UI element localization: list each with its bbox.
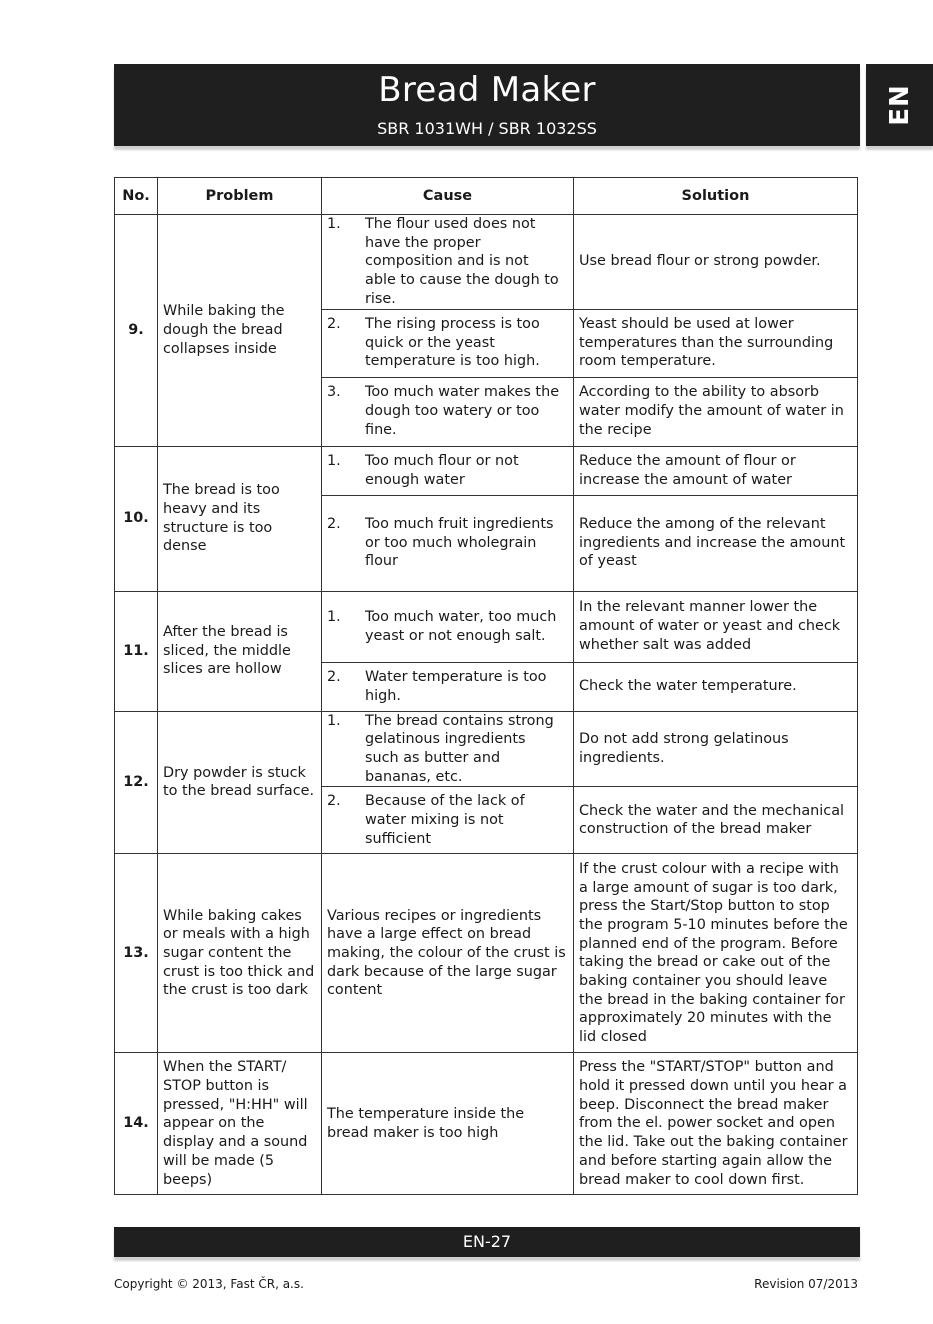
cause-number: 3. <box>327 384 341 401</box>
table-row <box>115 215 858 310</box>
cause-text: The bread contains strong gelatinous ingredients such as butter and bananas, etc. <box>365 712 554 785</box>
problem-cell: After the bread is sliced, the middle slices are hollow <box>158 591 322 711</box>
cause-cell <box>322 309 574 377</box>
cause-number: 1. <box>327 216 341 232</box>
table-row <box>115 591 858 662</box>
solution-cell: According to the ability to absorb water modify the amount of water in the recipe <box>574 377 858 446</box>
language-tab <box>866 64 933 146</box>
table-row <box>115 1053 858 1195</box>
cause-cell <box>322 215 574 310</box>
cause-number: 2. <box>327 668 341 685</box>
cause-cell <box>322 591 574 662</box>
solution-cell: If the crust colour with a recipe with a large amount of sugar is too dark, press the Start/Stop button to stop the program 5-10 minutes before the planned end of the program. Before taking the bread or cake out of the baking container you should leave the bread in the baking container for approximately 20 minutes with the lid closed <box>574 854 858 1053</box>
row-number: 10. <box>115 446 158 591</box>
row-number: 14. <box>115 1053 158 1195</box>
revision-text: Revision 07/2013 <box>754 1277 858 1291</box>
table-row <box>115 711 858 787</box>
cause-text: Too much flour or not enough water <box>365 452 519 488</box>
row-number: 9. <box>115 215 158 447</box>
cause-cell <box>322 787 574 854</box>
language-label: EN <box>884 84 915 126</box>
cause-cell <box>322 711 574 787</box>
cause-text: Too much water, too much yeast or not enough salt. <box>365 608 557 644</box>
problem-cell: Dry powder is stuck to the bread surface. <box>158 711 322 854</box>
header-bar <box>114 64 860 146</box>
cause-number: 2. <box>327 793 341 810</box>
problem-cell: The bread is too heavy and its structure is too dense <box>158 446 322 591</box>
problem-cell: When the START/ STOP button is pressed, "H:HH" will appear on the display and a sound will be made (5 beeps) <box>158 1053 322 1195</box>
cause-text: Too much fruit ingredients or too much wholegrain flour <box>365 515 554 570</box>
row-number: 11. <box>115 591 158 711</box>
solution-cell: Yeast should be used at lower temperatures than the surrounding room temperature. <box>574 309 858 377</box>
header-solution: Solution <box>574 178 858 215</box>
table-row <box>115 446 858 495</box>
solution-cell: Check the water temperature. <box>574 662 858 711</box>
solution-cell: Do not add strong gelatinous ingredients. <box>574 711 858 787</box>
cause-cell <box>322 495 574 591</box>
cause-number: 1. <box>327 712 341 729</box>
solution-cell: Reduce the amount of flour or increase the amount of water <box>574 446 858 495</box>
cause-number: 1. <box>327 452 341 469</box>
cause-number: 2. <box>327 515 341 532</box>
cause-text: Because of the lack of water mixing is not sufficient <box>365 793 525 847</box>
problem-cell: While baking the dough the bread collapses inside <box>158 215 322 447</box>
header-no: No. <box>115 178 158 215</box>
row-number: 13. <box>115 854 158 1053</box>
solution-cell: Press the "START/STOP" button and hold it pressed down until you hear a beep. Disconnect the bread maker from the el. power socket and open the lid. Take out the baking container and before starting again allow the bread maker to cool down first. <box>574 1053 858 1195</box>
cause-cell <box>322 662 574 711</box>
cause-number: 1. <box>327 608 341 625</box>
cause-text: Water temperature is too high. <box>365 668 547 704</box>
solution-cell: Check the water and the mechanical construction of the bread maker <box>574 787 858 854</box>
page-number-bar <box>114 1227 860 1257</box>
copyright-text: Copyright © 2013, Fast ČR, a.s. <box>114 1277 304 1291</box>
problem-cell: While baking cakes or meals with a high sugar content the crust is too thick and the crust is too dark <box>158 854 322 1053</box>
header-cause: Cause <box>322 178 574 215</box>
cause-text: The rising process is too quick or the yeast temperature is too high. <box>365 315 540 370</box>
cause-cell <box>322 377 574 446</box>
table-row <box>115 854 858 1053</box>
cause-number: 2. <box>327 315 341 332</box>
header-problem: Problem <box>158 178 322 215</box>
solution-cell: Reduce the among of the relevant ingredients and increase the amount of yeast <box>574 495 858 591</box>
model-subtitle: SBR 1031WH / SBR 1032SS <box>377 119 597 138</box>
solution-cell: Use bread flour or strong powder. <box>574 215 858 310</box>
cause-cell: Various recipes or ingredients have a large effect on bread making, the colour of the crust is dark because of the large sugar content <box>322 854 574 1053</box>
cause-text: The flour used does not have the proper composition and is not able to cause the dough to rise. <box>365 216 559 307</box>
cause-text: Too much water makes the dough too watery or too fine. <box>365 384 560 438</box>
troubleshooting-table <box>114 177 858 1195</box>
solution-cell: In the relevant manner lower the amount of water or yeast and check whether salt was added <box>574 591 858 662</box>
page-title: Bread Maker <box>378 70 596 110</box>
cause-cell: The temperature inside the bread maker is too high <box>322 1053 574 1195</box>
table-header-row <box>115 178 858 215</box>
row-number: 12. <box>115 711 158 854</box>
page-number: EN-27 <box>462 1232 512 1251</box>
cause-cell <box>322 446 574 495</box>
